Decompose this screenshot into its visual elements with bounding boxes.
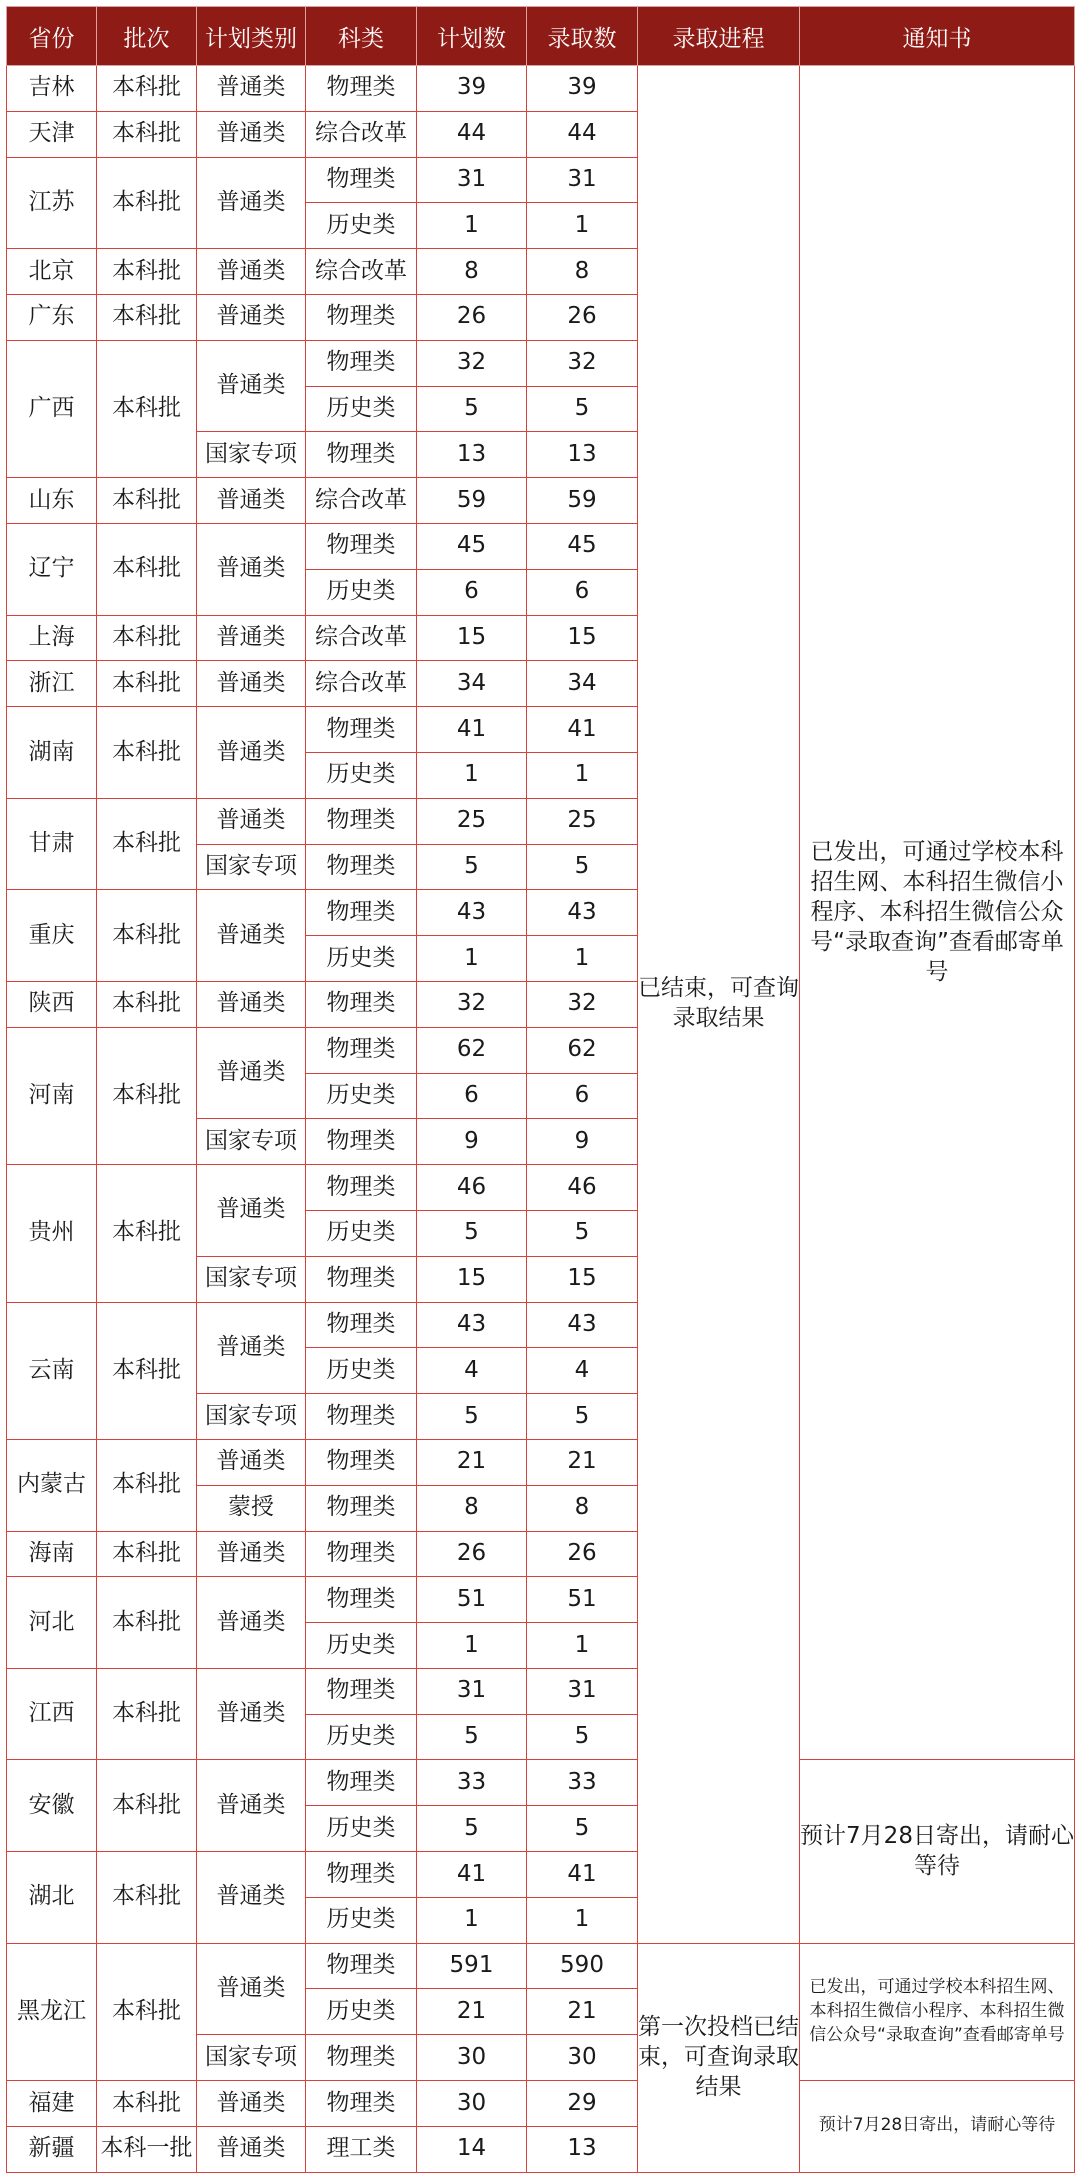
plan-count-cell: 21: [417, 1989, 527, 2035]
subject-cell: 物理类: [306, 707, 417, 753]
plan-category-cell: 普通类: [197, 1852, 306, 1944]
plan-count-cell: 39: [417, 66, 527, 112]
admitted-count-cell: 30: [527, 2035, 638, 2081]
admitted-count-cell: 6: [527, 1073, 638, 1119]
plan-category-cell: 国家专项: [197, 1256, 306, 1302]
admitted-count-cell: 32: [527, 340, 638, 386]
subject-cell: 物理类: [306, 1852, 417, 1898]
subject-cell: 物理类: [306, 890, 417, 936]
plan-count-cell: 43: [417, 1302, 527, 1348]
province-cell: 广西: [7, 340, 97, 477]
subject-cell: 物理类: [306, 157, 417, 203]
admitted-count-cell: 15: [527, 1256, 638, 1302]
plan-count-cell: 6: [417, 569, 527, 615]
plan-count-cell: 1: [417, 752, 527, 798]
plan-category-cell: 普通类: [197, 1531, 306, 1577]
subject-cell: 综合改革: [306, 249, 417, 295]
subject-cell: 物理类: [306, 1027, 417, 1073]
admitted-count-cell: 6: [527, 569, 638, 615]
plan-category-cell: 普通类: [197, 1302, 306, 1394]
batch-cell: 本科批: [97, 615, 197, 661]
plan-count-cell: 1: [417, 1623, 527, 1669]
header-plan-category: 计划类别: [197, 7, 306, 66]
plan-count-cell: 1: [417, 203, 527, 249]
plan-category-cell: 国家专项: [197, 432, 306, 478]
batch-cell: 本科批: [97, 1852, 197, 1944]
subject-cell: 物理类: [306, 1531, 417, 1577]
plan-count-cell: 5: [417, 1210, 527, 1256]
batch-cell: 本科批: [97, 2081, 197, 2127]
batch-cell: 本科批: [97, 707, 197, 799]
plan-count-cell: 14: [417, 2126, 527, 2172]
batch-cell: 本科批: [97, 111, 197, 157]
subject-cell: 理工类: [306, 2126, 417, 2172]
subject-cell: 历史类: [306, 752, 417, 798]
province-cell: 山东: [7, 478, 97, 524]
province-cell: 上海: [7, 615, 97, 661]
batch-cell: 本科批: [97, 523, 197, 615]
plan-count-cell: 45: [417, 523, 527, 569]
subject-cell: 物理类: [306, 1256, 417, 1302]
province-cell: 浙江: [7, 661, 97, 707]
province-cell: 甘肃: [7, 798, 97, 890]
admitted-count-cell: 62: [527, 1027, 638, 1073]
table-row: [7, 2081, 1075, 2127]
header-admitted-count: 录取数: [527, 7, 638, 66]
subject-cell: 历史类: [306, 1623, 417, 1669]
subject-cell: 综合改革: [306, 661, 417, 707]
province-cell: 福建: [7, 2081, 97, 2127]
batch-cell: 本科批: [97, 1668, 197, 1760]
subject-cell: 物理类: [306, 1119, 417, 1165]
plan-count-cell: 34: [417, 661, 527, 707]
plan-category-cell: 普通类: [197, 2081, 306, 2127]
admitted-count-cell: 44: [527, 111, 638, 157]
plan-count-cell: 59: [417, 478, 527, 524]
plan-category-cell: 普通类: [197, 157, 306, 249]
plan-count-cell: 5: [417, 1394, 527, 1440]
plan-category-cell: 国家专项: [197, 1394, 306, 1440]
plan-category-cell: 普通类: [197, 661, 306, 707]
province-cell: 重庆: [7, 890, 97, 982]
plan-count-cell: 8: [417, 1485, 527, 1531]
header-plan-count: 计划数: [417, 7, 527, 66]
admitted-count-cell: 32: [527, 981, 638, 1027]
subject-cell: 历史类: [306, 569, 417, 615]
admitted-count-cell: 21: [527, 1989, 638, 2035]
progress-cell: 第一次投档已结束，可查询录取结果: [638, 1943, 800, 2172]
table-row: [7, 66, 1075, 112]
batch-cell: 本科批: [97, 981, 197, 1027]
admitted-count-cell: 5: [527, 386, 638, 432]
plan-count-cell: 41: [417, 1852, 527, 1898]
province-cell: 海南: [7, 1531, 97, 1577]
admitted-count-cell: 43: [527, 890, 638, 936]
admitted-count-cell: 31: [527, 157, 638, 203]
subject-cell: 历史类: [306, 1073, 417, 1119]
plan-category-cell: 普通类: [197, 1577, 306, 1669]
header-province: 省份: [7, 7, 97, 66]
admitted-count-cell: 1: [527, 936, 638, 982]
province-cell: 湖南: [7, 707, 97, 799]
province-cell: 吉林: [7, 66, 97, 112]
header-subject: 科类: [306, 7, 417, 66]
batch-cell: 本科批: [97, 249, 197, 295]
admitted-count-cell: 9: [527, 1119, 638, 1165]
admitted-count-cell: 5: [527, 1806, 638, 1852]
subject-cell: 综合改革: [306, 478, 417, 524]
table-row: [7, 1760, 1075, 1806]
batch-cell: 本科批: [97, 66, 197, 112]
plan-category-cell: 蒙授: [197, 1485, 306, 1531]
plan-count-cell: 9: [417, 1119, 527, 1165]
subject-cell: 物理类: [306, 1943, 417, 1989]
admitted-count-cell: 33: [527, 1760, 638, 1806]
subject-cell: 物理类: [306, 2035, 417, 2081]
admitted-count-cell: 5: [527, 844, 638, 890]
subject-cell: 物理类: [306, 1394, 417, 1440]
province-cell: 辽宁: [7, 523, 97, 615]
subject-cell: 历史类: [306, 203, 417, 249]
subject-cell: 物理类: [306, 1668, 417, 1714]
plan-count-cell: 51: [417, 1577, 527, 1623]
subject-cell: 历史类: [306, 1210, 417, 1256]
batch-cell: 本科批: [97, 478, 197, 524]
subject-cell: 物理类: [306, 1577, 417, 1623]
subject-cell: 历史类: [306, 1897, 417, 1943]
subject-cell: 历史类: [306, 936, 417, 982]
plan-count-cell: 591: [417, 1943, 527, 1989]
subject-cell: 物理类: [306, 66, 417, 112]
batch-cell: 本科批: [97, 294, 197, 340]
admitted-count-cell: 39: [527, 66, 638, 112]
plan-count-cell: 33: [417, 1760, 527, 1806]
notice-cell: 已发出，可通过学校本科招生网、本科招生微信小程序、本科招生微信公众号“录取查询”查看邮寄单号: [800, 66, 1075, 1760]
province-cell: 河南: [7, 1027, 97, 1164]
batch-cell: 本科批: [97, 798, 197, 890]
plan-category-cell: 普通类: [197, 294, 306, 340]
batch-cell: 本科批: [97, 890, 197, 982]
plan-count-cell: 41: [417, 707, 527, 753]
plan-count-cell: 26: [417, 294, 527, 340]
subject-cell: 物理类: [306, 523, 417, 569]
admitted-count-cell: 25: [527, 798, 638, 844]
subject-cell: 物理类: [306, 432, 417, 478]
plan-count-cell: 8: [417, 249, 527, 295]
plan-category-cell: 国家专项: [197, 1119, 306, 1165]
plan-count-cell: 26: [417, 1531, 527, 1577]
province-cell: 湖北: [7, 1852, 97, 1944]
subject-cell: 历史类: [306, 386, 417, 432]
batch-cell: 本科批: [97, 1302, 197, 1439]
subject-cell: 历史类: [306, 1989, 417, 2035]
plan-count-cell: 5: [417, 386, 527, 432]
province-cell: 天津: [7, 111, 97, 157]
plan-category-cell: 普通类: [197, 66, 306, 112]
plan-category-cell: 普通类: [197, 1027, 306, 1119]
batch-cell: 本科批: [97, 1439, 197, 1531]
admitted-count-cell: 34: [527, 661, 638, 707]
batch-cell: 本科批: [97, 1943, 197, 2080]
admitted-count-cell: 5: [527, 1714, 638, 1760]
plan-count-cell: 5: [417, 844, 527, 890]
admitted-count-cell: 8: [527, 1485, 638, 1531]
admitted-count-cell: 5: [527, 1394, 638, 1440]
province-cell: 江西: [7, 1668, 97, 1760]
notice-cell: 预计7月28日寄出，请耐心等待: [800, 2081, 1075, 2173]
plan-count-cell: 43: [417, 890, 527, 936]
province-cell: 新疆: [7, 2126, 97, 2172]
province-cell: 云南: [7, 1302, 97, 1439]
plan-category-cell: 国家专项: [197, 2035, 306, 2081]
batch-cell: 本科批: [97, 1577, 197, 1669]
subject-cell: 历史类: [306, 1714, 417, 1760]
header-progress: 录取进程: [638, 7, 800, 66]
plan-category-cell: 普通类: [197, 1439, 306, 1485]
plan-count-cell: 5: [417, 1714, 527, 1760]
batch-cell: 本科批: [97, 340, 197, 477]
plan-count-cell: 44: [417, 111, 527, 157]
admitted-count-cell: 26: [527, 1531, 638, 1577]
province-cell: 陕西: [7, 981, 97, 1027]
plan-category-cell: 普通类: [197, 340, 306, 432]
admitted-count-cell: 45: [527, 523, 638, 569]
province-cell: 江苏: [7, 157, 97, 249]
notice-cell: 预计7月28日寄出，请耐心等待: [800, 1760, 1075, 1943]
admitted-count-cell: 590: [527, 1943, 638, 1989]
plan-count-cell: 46: [417, 1165, 527, 1211]
admitted-count-cell: 1: [527, 203, 638, 249]
plan-category-cell: 普通类: [197, 707, 306, 799]
admitted-count-cell: 41: [527, 707, 638, 753]
province-cell: 北京: [7, 249, 97, 295]
table-body: [7, 66, 1075, 2173]
admitted-count-cell: 8: [527, 249, 638, 295]
admitted-count-cell: 1: [527, 1623, 638, 1669]
plan-count-cell: 25: [417, 798, 527, 844]
admitted-count-cell: 4: [527, 1348, 638, 1394]
subject-cell: 物理类: [306, 798, 417, 844]
subject-cell: 物理类: [306, 1439, 417, 1485]
plan-count-cell: 31: [417, 1668, 527, 1714]
table-row: [7, 1943, 1075, 1989]
admitted-count-cell: 1: [527, 1897, 638, 1943]
plan-category-cell: 普通类: [197, 523, 306, 615]
batch-cell: 本科批: [97, 1531, 197, 1577]
plan-count-cell: 15: [417, 1256, 527, 1302]
batch-cell: 本科批: [97, 661, 197, 707]
province-cell: 贵州: [7, 1165, 97, 1302]
plan-count-cell: 32: [417, 981, 527, 1027]
admitted-count-cell: 29: [527, 2081, 638, 2127]
admitted-count-cell: 51: [527, 1577, 638, 1623]
admitted-count-cell: 43: [527, 1302, 638, 1348]
admitted-count-cell: 21: [527, 1439, 638, 1485]
subject-cell: 物理类: [306, 1165, 417, 1211]
plan-count-cell: 1: [417, 1897, 527, 1943]
batch-cell: 本科批: [97, 1165, 197, 1302]
plan-count-cell: 21: [417, 1439, 527, 1485]
header-row: [7, 7, 1075, 66]
plan-count-cell: 31: [417, 157, 527, 203]
batch-cell: 本科批: [97, 157, 197, 249]
plan-count-cell: 15: [417, 615, 527, 661]
plan-category-cell: 普通类: [197, 890, 306, 982]
admitted-count-cell: 46: [527, 1165, 638, 1211]
subject-cell: 物理类: [306, 294, 417, 340]
admitted-count-cell: 41: [527, 1852, 638, 1898]
plan-category-cell: 普通类: [197, 615, 306, 661]
plan-category-cell: 普通类: [197, 1943, 306, 2035]
table-header: [7, 7, 1075, 66]
province-cell: 黑龙江: [7, 1943, 97, 2080]
subject-cell: 综合改革: [306, 111, 417, 157]
subject-cell: 物理类: [306, 981, 417, 1027]
header-batch: 批次: [97, 7, 197, 66]
subject-cell: 物理类: [306, 340, 417, 386]
plan-count-cell: 1: [417, 936, 527, 982]
admitted-count-cell: 59: [527, 478, 638, 524]
province-cell: 河北: [7, 1577, 97, 1669]
admitted-count-cell: 5: [527, 1210, 638, 1256]
plan-count-cell: 30: [417, 2035, 527, 2081]
plan-category-cell: 普通类: [197, 111, 306, 157]
subject-cell: 物理类: [306, 1302, 417, 1348]
province-cell: 内蒙古: [7, 1439, 97, 1531]
plan-count-cell: 32: [417, 340, 527, 386]
subject-cell: 物理类: [306, 1485, 417, 1531]
plan-count-cell: 4: [417, 1348, 527, 1394]
admitted-count-cell: 31: [527, 1668, 638, 1714]
subject-cell: 物理类: [306, 2081, 417, 2127]
plan-count-cell: 13: [417, 432, 527, 478]
plan-category-cell: 普通类: [197, 1165, 306, 1257]
subject-cell: 历史类: [306, 1806, 417, 1852]
plan-category-cell: 普通类: [197, 981, 306, 1027]
plan-category-cell: 普通类: [197, 1760, 306, 1852]
subject-cell: 历史类: [306, 1348, 417, 1394]
subject-cell: 物理类: [306, 844, 417, 890]
plan-category-cell: 普通类: [197, 798, 306, 844]
admitted-count-cell: 26: [527, 294, 638, 340]
progress-cell: 已结束，可查询录取结果: [638, 66, 800, 1944]
batch-cell: 本科一批: [97, 2126, 197, 2172]
plan-category-cell: 国家专项: [197, 844, 306, 890]
header-notice: 通知书: [800, 7, 1075, 66]
admitted-count-cell: 1: [527, 752, 638, 798]
plan-category-cell: 普通类: [197, 1668, 306, 1760]
plan-category-cell: 普通类: [197, 249, 306, 295]
plan-count-cell: 62: [417, 1027, 527, 1073]
plan-count-cell: 6: [417, 1073, 527, 1119]
subject-cell: 综合改革: [306, 615, 417, 661]
province-cell: 安徽: [7, 1760, 97, 1852]
admitted-count-cell: 13: [527, 432, 638, 478]
batch-cell: 本科批: [97, 1760, 197, 1852]
plan-count-cell: 5: [417, 1806, 527, 1852]
admission-table: [6, 6, 1075, 2173]
admitted-count-cell: 15: [527, 615, 638, 661]
province-cell: 广东: [7, 294, 97, 340]
plan-category-cell: 普通类: [197, 478, 306, 524]
plan-count-cell: 30: [417, 2081, 527, 2127]
notice-cell: 已发出，可通过学校本科招生网、本科招生微信小程序、本科招生微信公众号“录取查询”查看邮寄单号: [800, 1943, 1075, 2080]
batch-cell: 本科批: [97, 1027, 197, 1164]
admitted-count-cell: 13: [527, 2126, 638, 2172]
subject-cell: 物理类: [306, 1760, 417, 1806]
plan-category-cell: 普通类: [197, 2126, 306, 2172]
